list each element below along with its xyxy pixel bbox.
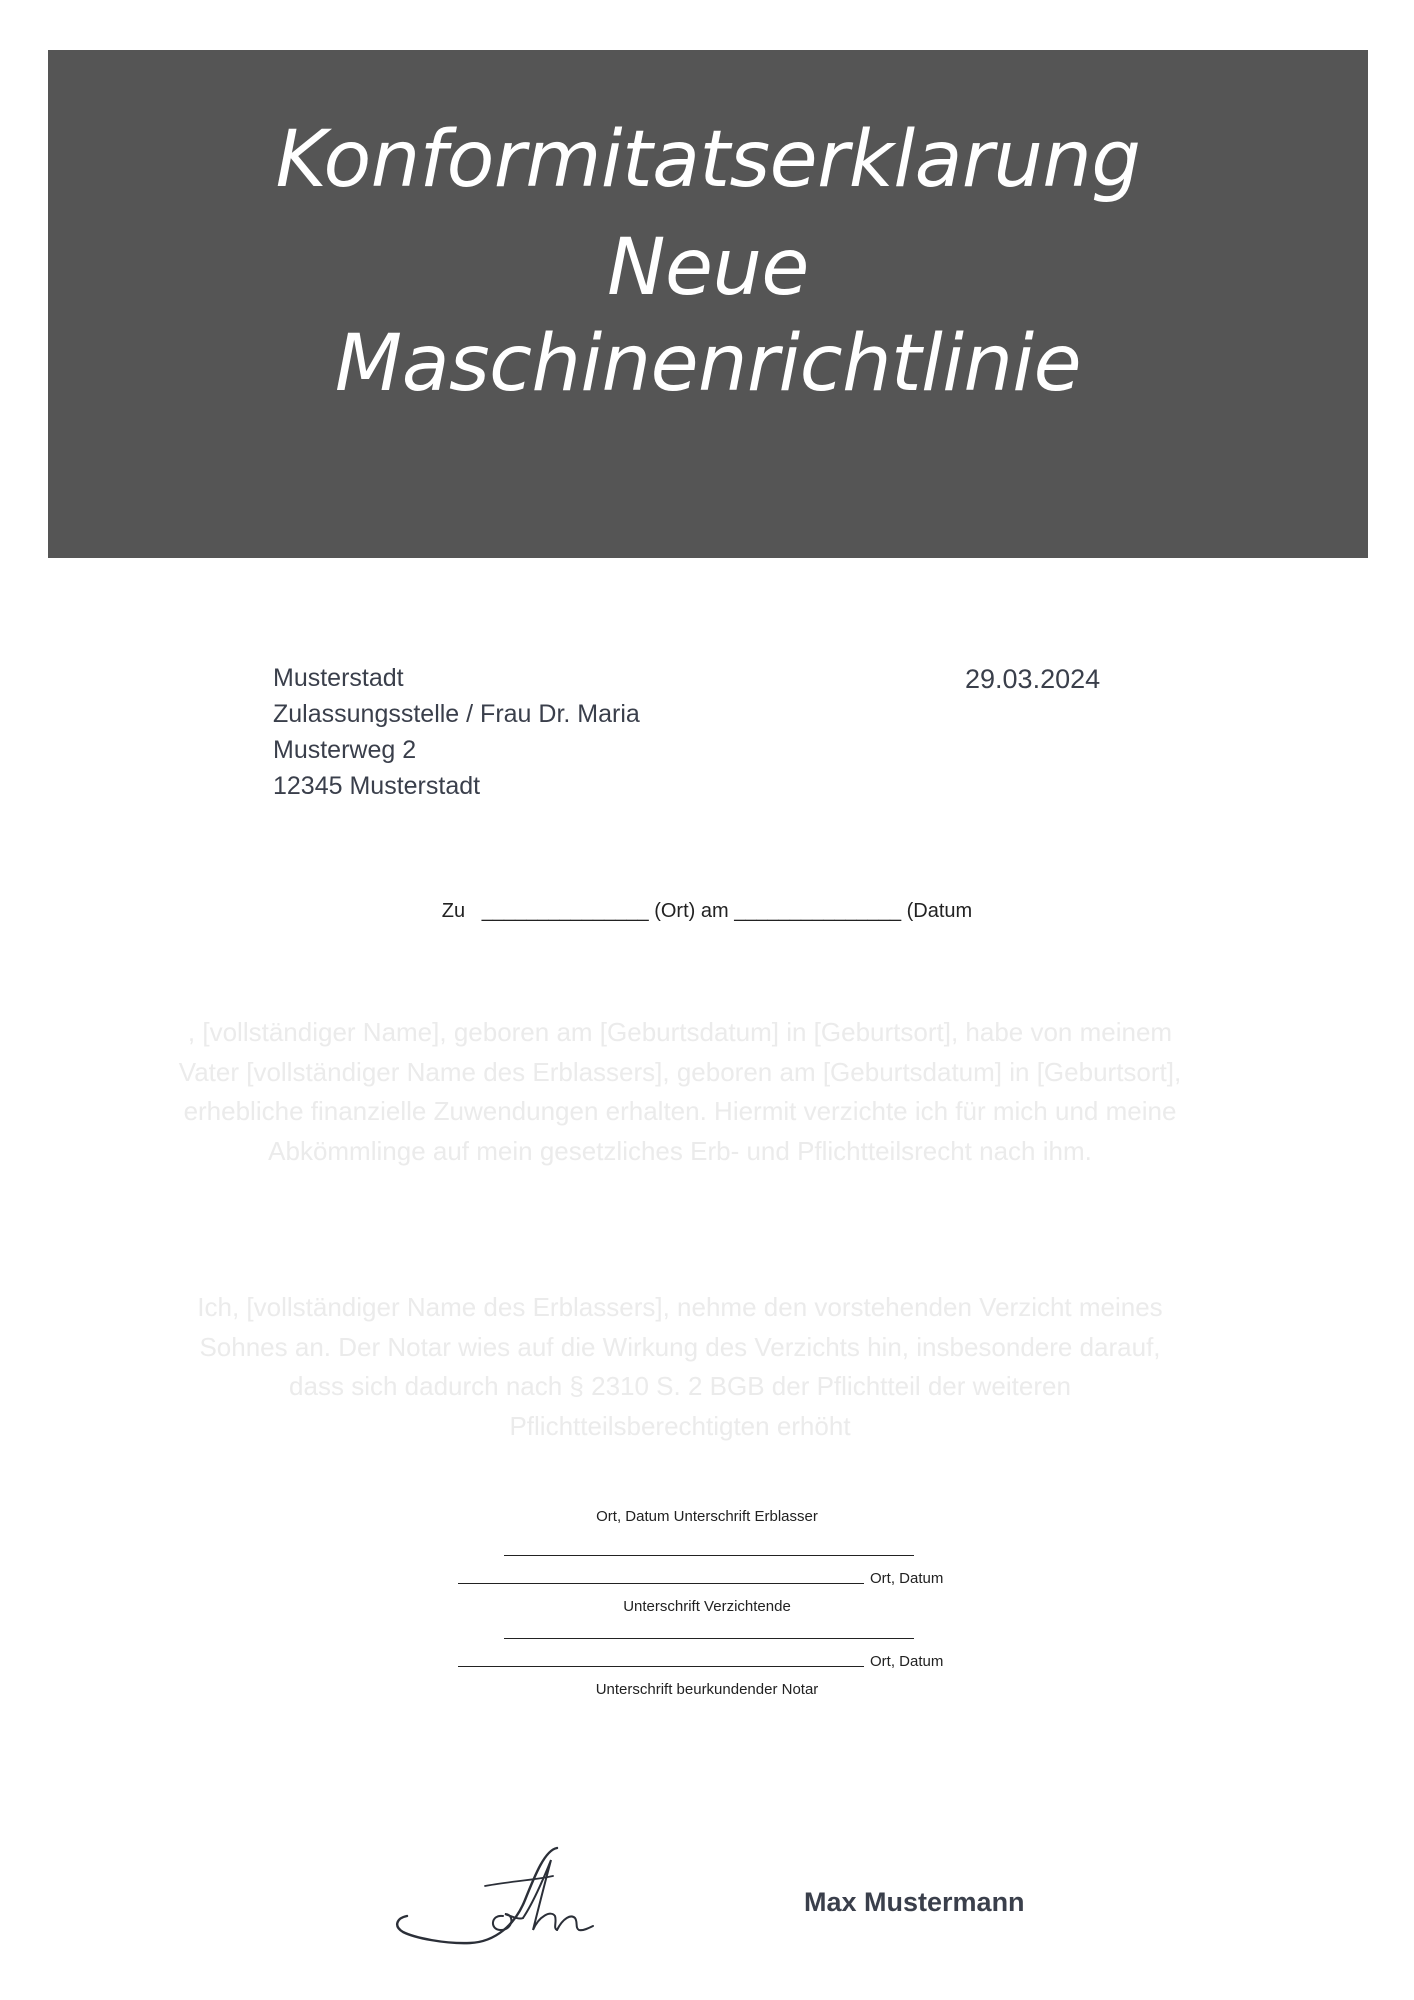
document-date: 29.03.2024: [965, 664, 1101, 694]
acceptance-paragraph: Ich, [vollständiger Name des Erblassers], nehme den vorstehenden Verzicht meines Sohnes an. Der Notar wies auf die Wirkung des Verzichts hin, insbesondere darauf, dass sich dadurch nach § 2310 S. 2 BGB der Pflichtteil der weiteren Pflichtteilsberechtigten erhöht: [197, 1292, 1163, 1441]
ort-datum-rule-1: [458, 1583, 864, 1584]
recipient-street: Musterweg 2: [273, 736, 417, 764]
document-title: [48, 112, 1368, 412]
signature-rule-erblasser: [504, 1555, 914, 1556]
handwritten-signature: [385, 1830, 595, 1950]
ort-datum-label-2: Ort, Datum: [870, 1653, 944, 1670]
place-prefix: Zu: [441, 900, 466, 922]
ort-datum-label-1: Ort, Datum: [870, 1570, 944, 1587]
title-line-2: Neue: [607, 223, 809, 313]
recipient-address: [273, 660, 640, 804]
signer-name: Max Mustermann: [804, 1887, 1025, 1917]
title-line-3: Maschinenrichtlinie: [334, 319, 1082, 409]
title-line-1: Konformitatserklarung: [275, 115, 1141, 205]
signature-rule-verzichtende: [504, 1638, 914, 1639]
ort-datum-rule-2: [458, 1666, 864, 1667]
recipient-office: Zulassungsstelle / Frau Dr. Maria: [273, 700, 640, 728]
place-blank: _______________: [481, 900, 649, 922]
waiver-paragraph: , [vollständiger Name], geboren am [Geburtsdatum] in [Geburtsort], habe von meinem Vater [vollständiger Name des Erblassers], geboren am [Geburtsdatum] in [Geburtsort], erhebliche finanzielle Zuwendungen erhalten. Hiermit verzichte ich für mich und meine Abkömmlinge auf mein gesetzliches Erb- und Pflichtteilsrecht nach ihm.: [178, 1017, 1182, 1166]
label-notar: Unterschrift beurkundender Notar: [595, 1681, 819, 1698]
place-ort-label: (Ort) am: [654, 900, 729, 922]
place-date-line: [0, 900, 1414, 923]
recipient-city: Musterstadt: [273, 664, 404, 692]
label-erblasser: Ort, Datum Unterschrift Erblasser: [596, 1508, 818, 1525]
recipient-postal-city: 12345 Musterstadt: [273, 772, 481, 800]
label-verzichtende: Unterschrift Verzichtende: [623, 1598, 791, 1615]
place-datum-label: (Datum: [906, 900, 973, 922]
date-blank: _______________: [734, 900, 902, 922]
